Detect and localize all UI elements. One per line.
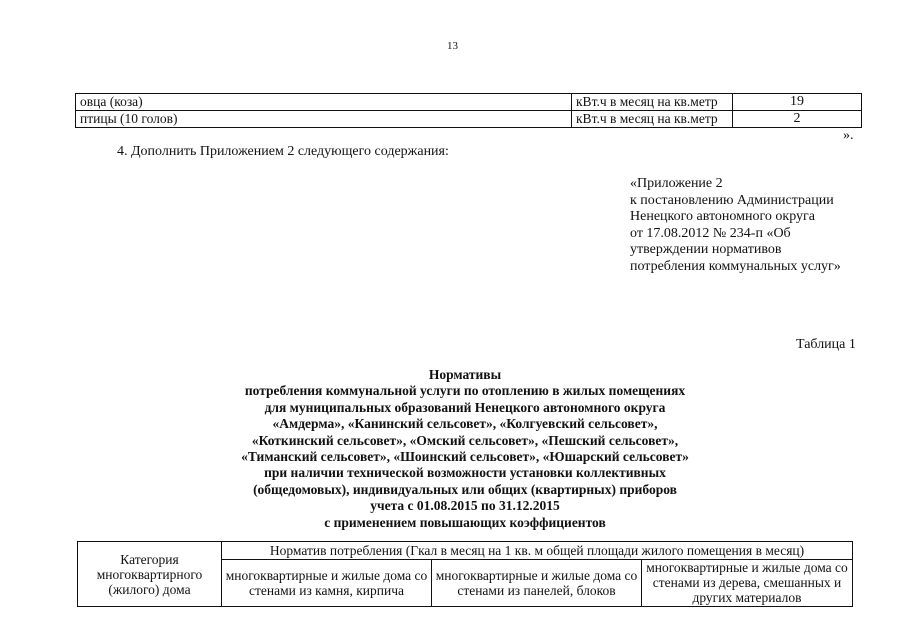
- table-cell-unit: кВт.ч в месяц на кв.метр: [572, 111, 733, 128]
- title-line: Нормативы: [428, 367, 502, 382]
- annex-line: к постановлению Администрации: [630, 192, 834, 208]
- amendment-paragraph: 4. Дополнить Приложением 2 следующего содержания:: [117, 144, 449, 159]
- table-cell-unit: кВт.ч в месяц на кв.метр: [572, 94, 733, 111]
- annex-line: утверждении нормативов: [630, 242, 782, 257]
- table-row: [76, 94, 862, 111]
- subheader-panels-blocks: многоквартирные и жилые дома со стенами из панелей, блоков: [432, 559, 642, 606]
- title-line: с применением повышающих коэффициентов: [324, 514, 606, 530]
- title-line: «Коткинский сельсовет», «Омский сельсовет», «Пешский сельсовет»,: [251, 432, 679, 448]
- title-line: (общедомовых), индивидуальных или общих (квартирных) приборов: [253, 481, 677, 497]
- heating-norms-table: [77, 541, 853, 607]
- subheader-stone-brick: многоквартирные и жилые дома со стенами из камня, кирпича: [222, 559, 432, 606]
- table-cell-value: 19: [733, 94, 862, 111]
- annex-line: Ненецкого автономного округа: [630, 209, 815, 224]
- table-row: [76, 111, 862, 128]
- title-line: потребления коммунальной услуги по отоплению в жилых помещениях: [244, 383, 686, 399]
- page-number: 13: [447, 40, 458, 52]
- annex-header: [630, 176, 841, 275]
- title-line: «Амдерма», «Канинский сельсовет», «Колгуевский сельсовет»,: [272, 416, 658, 432]
- annex-line: «Приложение 2: [630, 176, 723, 191]
- closing-quote: ».: [843, 128, 854, 143]
- category-header: Категория многоквартирного (жилого) дома: [78, 542, 222, 607]
- table-cell-name: овца (коза): [76, 94, 572, 111]
- annex-line: потребления коммунальных услуг»: [630, 258, 841, 274]
- table-header-row: [78, 542, 853, 560]
- norm-header: Норматив потребления (Гкал в месяц на 1 кв. м общей площади жилого помещения в месяц): [222, 542, 853, 560]
- consumption-table-end: [75, 93, 862, 128]
- title-line: при наличии технической возможности установки коллективных: [264, 465, 666, 481]
- title-line: учета с 01.08.2015 по 31.12.2015: [370, 498, 560, 514]
- annex-line: от 17.08.2012 № 234-п «Об: [630, 225, 791, 241]
- table-cell-name: птицы (10 голов): [76, 111, 572, 128]
- table-number: Таблица 1: [796, 337, 856, 352]
- subheader-wood-mixed: многоквартирные и жилые дома со стенами из дерева, смешанных и других материалов: [642, 559, 853, 606]
- title-line: «Тиманский сельсовет», «Шоинский сельсовет», «Юшарский сельсовет»: [241, 449, 689, 465]
- table-cell-value: 2: [733, 111, 862, 128]
- title-line: для муниципальных образований Ненецкого автономного округа: [264, 399, 666, 415]
- document-title: [180, 367, 750, 531]
